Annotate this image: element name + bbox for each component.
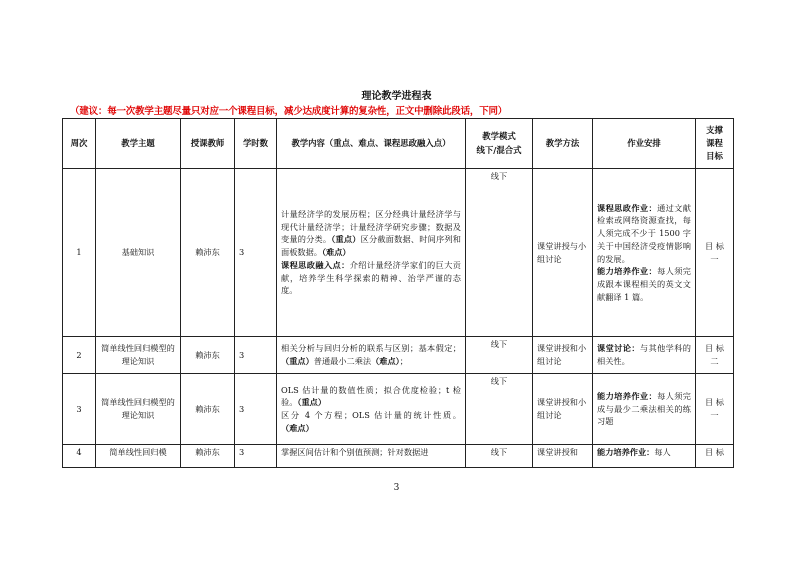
homework-text: 每人须完成与最少二乘法相关的练习题 (597, 390, 691, 427)
topic-cell: 简单线性回归模型的理论知识 (96, 337, 181, 374)
header-topic: 教学主题 (96, 119, 181, 169)
homework-text: 通过文献检索或网络资源查找，每人须完成不少于 1500 字关于中国经济受疫情影响的发展。 (597, 202, 691, 264)
teacher-cell: 赖沛东 (181, 374, 235, 445)
hours-cell: 3 (235, 445, 277, 468)
week-cell: 4 (63, 445, 96, 468)
week-cell: 3 (63, 374, 96, 445)
difficulty-mark: （难点） (371, 356, 400, 366)
table-row (63, 374, 734, 445)
content-cell (277, 169, 466, 337)
content-cell: 掌握区间估计和个别值预测；针对数据进 (277, 445, 466, 468)
topic-cell: 简单线性回归模 (96, 445, 181, 468)
instruction-note: （建议：每一次教学主题尽量只对应一个课程目标，减少达成度计算的复杂性，正文中删除此段话，下同） (70, 106, 508, 117)
table-row (63, 169, 734, 337)
homework-label: 课堂讨论： (597, 343, 640, 354)
content-cell (277, 337, 466, 374)
content-text: 相关分析与回归分析的联系与区别；基本假定； (281, 343, 461, 354)
header-method: 教学方法 (533, 119, 593, 169)
table-row (63, 337, 734, 374)
teacher-cell: 赖沛东 (181, 169, 235, 337)
difficulty-mark: （难点） (281, 422, 314, 433)
table-row (63, 445, 734, 468)
week-cell: 1 (63, 169, 96, 337)
mode-cell: 线下 (466, 169, 533, 337)
header-row (63, 119, 734, 169)
homework-text: 每人须完成跟本课程相关的英文文献翻译 1 篇。 (597, 266, 691, 302)
week-cell: 2 (63, 337, 96, 374)
header-week: 周次 (63, 119, 96, 169)
hours-cell: 3 (235, 169, 277, 337)
topic-cell: 简单线性回归模型的理论知识 (96, 374, 181, 445)
homework-label: 能力培养作业： (597, 390, 658, 401)
hours-cell: 3 (235, 374, 277, 445)
homework-cell (593, 445, 696, 468)
topic-cell: 基础知识 (96, 169, 181, 337)
teaching-schedule-table (62, 118, 734, 468)
target-cell: 目 标 一 (696, 169, 734, 337)
content-text: 区分 4 个方程；OLS 估计量的统计性质。 (281, 410, 461, 420)
ideology-label: 课程思政融入点： (281, 259, 350, 270)
target-cell: 目 标 (696, 445, 734, 468)
page-number: 3 (393, 483, 400, 493)
header-target: 支撑 课程 目标 (696, 119, 734, 169)
homework-text: 与其他学科的相关性。 (597, 343, 691, 366)
difficulty-mark: （难点） (321, 247, 351, 258)
homework-cell (593, 374, 696, 445)
homework-cell (593, 337, 696, 374)
content-text: OLS 估计量的数值性质；拟合优度检验；t 检验。 (281, 384, 461, 408)
mode-cell: 线下 (466, 337, 533, 374)
ideology-text: 介绍计量经济学家们的巨大贡献，培养学生科学探索的精神、治学严谨的态度。 (281, 259, 461, 296)
header-teacher: 授课教师 (181, 119, 235, 169)
homework-text: 每人 (654, 447, 671, 457)
header-homework: 作业安排 (593, 119, 696, 169)
mode-cell: 线下 (466, 445, 533, 468)
teacher-cell: 赖沛东 (181, 337, 235, 374)
method-cell: 课堂讲授与小组讨论 (533, 169, 593, 337)
content-text: 普通最小二乘法 (313, 356, 372, 366)
homework-label: 能力培养作业： (597, 447, 655, 457)
homework-cell (593, 169, 696, 337)
method-cell: 课堂讲授和 (533, 445, 593, 468)
header-content: 教学内容（重点、难点、课程思政融入点） (277, 119, 466, 169)
header-mode: 教学模式 线下/混合式 (466, 119, 533, 169)
teacher-cell: 赖沛东 (181, 445, 235, 468)
key-point-mark: （重点） (331, 234, 361, 245)
target-cell: 目 标 一 (696, 374, 734, 445)
content-text: ； (399, 356, 408, 366)
key-point-mark: （重点） (281, 356, 314, 366)
content-cell (277, 374, 466, 445)
header-hours: 学时数 (235, 119, 277, 169)
target-cell: 目 标 二 (696, 337, 734, 374)
page-title: 理论教学进程表 (361, 91, 432, 102)
method-cell: 课堂讲授和小组讨论 (533, 374, 593, 445)
hours-cell: 3 (235, 337, 277, 374)
homework-label: 课程思政作业： (597, 202, 658, 213)
content-text: 区分截面数据、时间序列和面板数据。 (281, 234, 461, 258)
key-point-mark: （重点） (297, 397, 327, 408)
method-cell: 课堂讲授和小组讨论 (533, 337, 593, 374)
content-text: 计量经济学的发展历程；区分经典计量经济学与现代计量经济学；计量经济学研究步骤；数据及变量的分类。 (281, 209, 461, 245)
homework-label: 能力培养作业： (597, 266, 658, 277)
mode-cell: 线下 (466, 374, 533, 445)
